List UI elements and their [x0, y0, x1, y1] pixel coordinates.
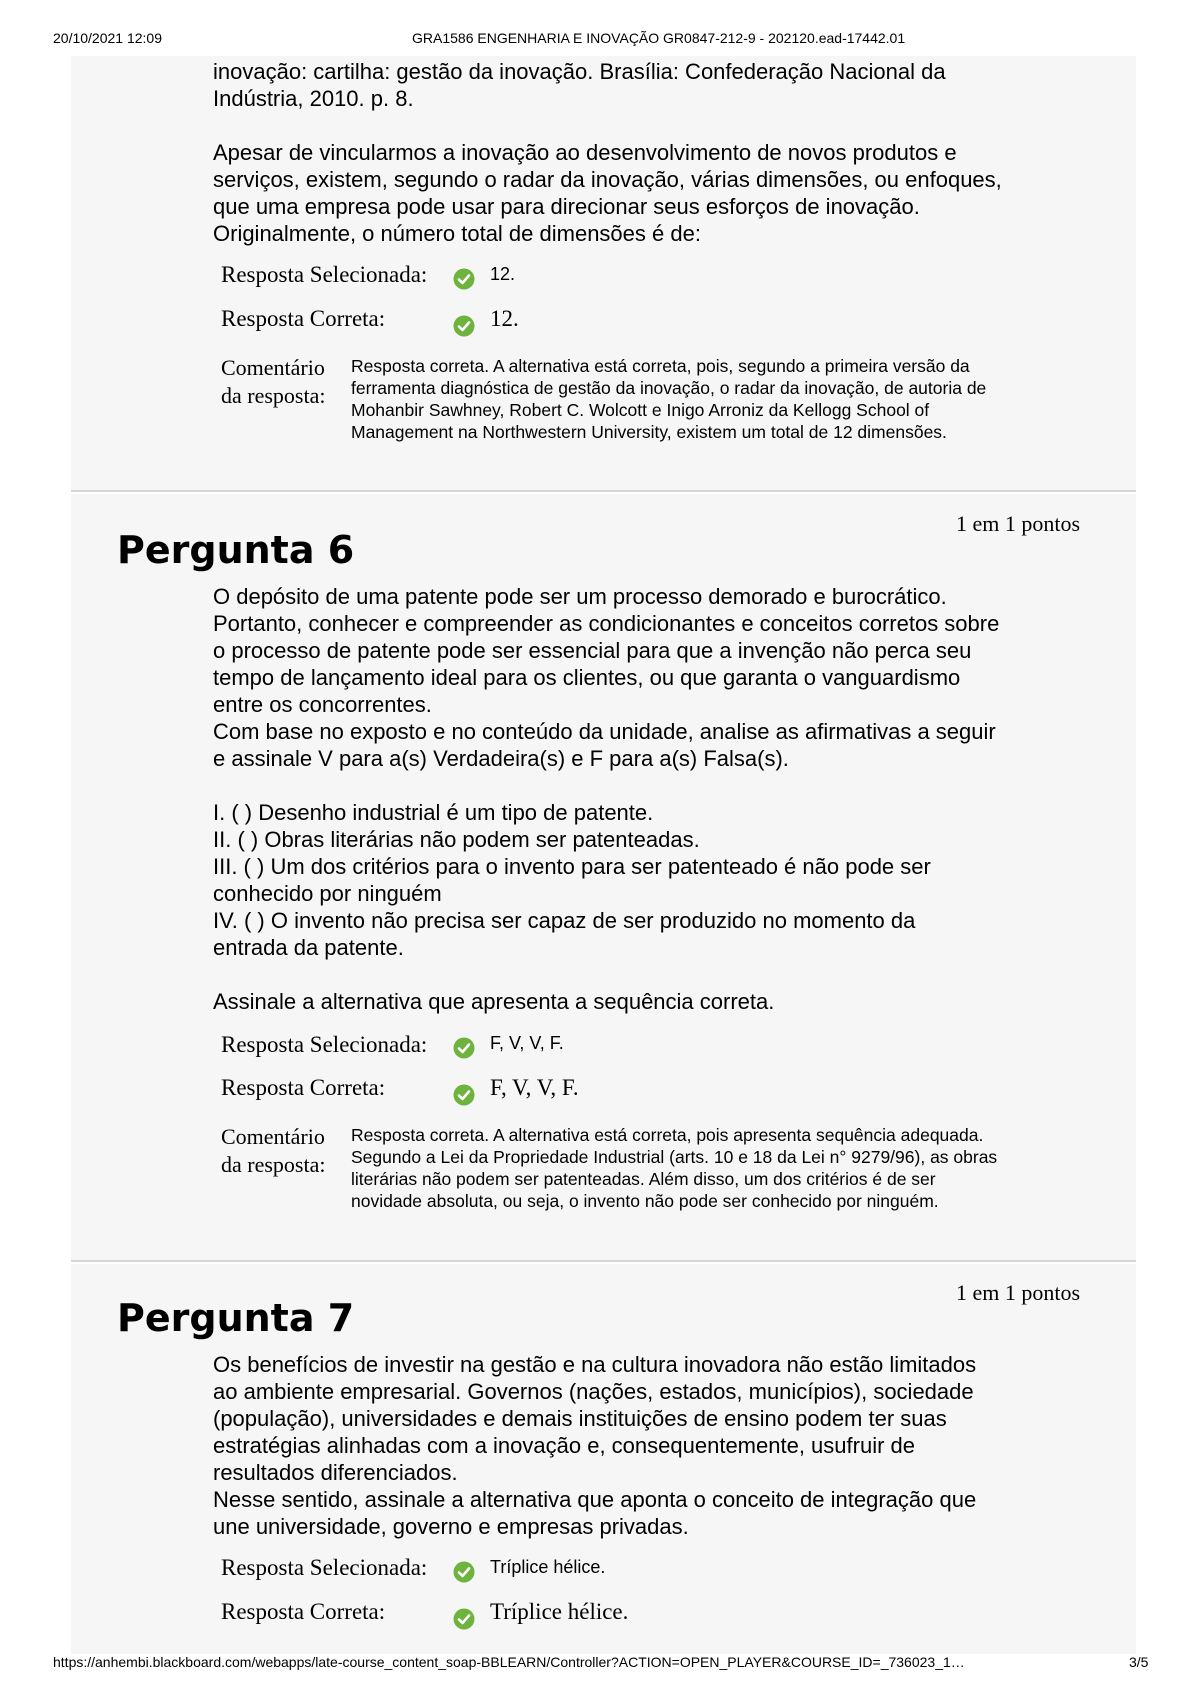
text-line: Resposta correta. A alternativa está correta, pois apresenta sequência adequada.: [351, 1125, 984, 1145]
text-line: Portanto, conhecer e compreender as condicionantes e conceitos corretos sobre: [213, 611, 1000, 636]
selected-answer-label: Resposta Selecionada:: [221, 1555, 428, 1580]
correct-answer: F, V, V, F.: [490, 1075, 579, 1100]
print-header: [0, 30, 1191, 50]
comment-text: [351, 355, 1091, 443]
text-line: serviços, existem, segundo o radar da inovação, várias dimensões, ou enfoques,: [213, 167, 1002, 192]
comment-label: [221, 354, 341, 410]
page-number: 3/5: [1129, 1654, 1149, 1670]
text-line: (população), universidades e demais instituições de ensino podem ter suas: [213, 1406, 947, 1431]
selected-answer: F, V, V, F.: [490, 1033, 564, 1053]
correct-answer-label: Resposta Correta:: [221, 306, 386, 331]
selected-answer: 12.: [490, 264, 516, 284]
check-circle-icon: [453, 1037, 475, 1059]
comment-label-line: da resposta:: [221, 383, 326, 408]
text-line: Apesar de vincularmos a inovação ao desenvolvimento de novos produtos e: [213, 140, 957, 165]
text-line: inovação: cartilha: gestão da inovação. Brasília: Confederação Nacional da: [213, 59, 946, 84]
text-line: Assinale a alternativa que apresenta a sequência correta.: [213, 989, 775, 1014]
text-line: estratégias alinhadas com a inovação e, consequentemente, usufruir de: [213, 1433, 915, 1458]
text-line: ferramenta diagnóstica de gestão da inovação, o radar da inovação, de autoria de: [351, 378, 987, 398]
question-points: 1 em 1 pontos: [956, 1280, 1081, 1305]
text-line: Segundo a Lei da Propriedade Industrial (arts. 10 e 18 da Lei n° 9279/96), as obras: [351, 1147, 998, 1167]
text-line: que uma empresa pode usar para direcionar seus esforços de inovação.: [213, 194, 920, 219]
text-line: Resposta correta. A alternativa está correta, pois, segundo a primeira versão da: [351, 356, 970, 376]
check-circle-icon: [453, 315, 475, 337]
comment-text: [351, 1124, 1091, 1212]
selected-answer: Tríplice hélice.: [490, 1557, 606, 1577]
comment-label-line: Comentário: [221, 1124, 325, 1149]
text-line: Os benefícios de investir na gestão e na cultura inovadora não estão limitados: [213, 1352, 977, 1377]
print-url: https://anhembi.blackboard.com/webapps/late-course_content_soap-BBLEARN/Controller?ACTION=OPEN_PLAYER&COURSE_ID=_736023_1…: [53, 1654, 965, 1670]
q5-reference: [213, 58, 1093, 247]
text-line: literárias não podem ser patenteadas. Além disso, um dos critérios é de ser: [351, 1169, 936, 1189]
check-circle-icon: [453, 268, 475, 290]
selected-answer-label: Resposta Selecionada:: [221, 1032, 428, 1057]
q7-body: [213, 1351, 1093, 1540]
text-line: Management na Northwestern University, existem um total de 12 dimensões.: [351, 422, 947, 442]
q6-body: [213, 583, 1093, 1015]
comment-label-line: Comentário: [221, 355, 325, 380]
correct-answer-label: Resposta Correta:: [221, 1599, 386, 1624]
selected-answer-label: Resposta Selecionada:: [221, 262, 428, 287]
text-line: entre os concorrentes.: [213, 692, 432, 717]
divider: [71, 1260, 1136, 1262]
text-line: une universidade, governo e empresas privadas.: [213, 1514, 689, 1539]
text-line: II. ( ) Obras literárias não podem ser patenteadas.: [213, 827, 700, 852]
text-line: Mohanbir Sawhney, Robert C. Wolcott e Inigo Arroniz da Kellogg School of: [351, 400, 930, 420]
correct-answer-label: Resposta Correta:: [221, 1075, 386, 1100]
text-line: novidade absoluta, ou seja, o invento não pode ser conhecido por ninguém.: [351, 1191, 939, 1211]
correct-answer: Tríplice hélice.: [490, 1599, 629, 1624]
divider: [71, 490, 1136, 492]
text-line: I. ( ) Desenho industrial é um tipo de patente.: [213, 800, 654, 825]
correct-answer: 12.: [490, 306, 519, 331]
check-circle-icon: [453, 1608, 475, 1630]
text-line: tempo de lançamento ideal para os clientes, ou que garanta o vanguardismo: [213, 665, 961, 690]
text-line: IV. ( ) O invento não precisa ser capaz de ser produzido no momento da: [213, 908, 916, 933]
text-line: entrada da patente.: [213, 935, 404, 960]
text-line: conhecido por ninguém: [213, 881, 442, 906]
question-title: Pergunta 7: [117, 1296, 355, 1340]
text-line: Indústria, 2010. p. 8.: [213, 86, 414, 111]
text-line: Com base no exposto e no conteúdo da unidade, analise as afirmativas a seguir: [213, 719, 996, 744]
comment-label: [221, 1123, 341, 1179]
text-line: resultados diferenciados.: [213, 1460, 458, 1485]
text-line: III. ( ) Um dos critérios para o invento para ser patenteado é não pode ser: [213, 854, 931, 879]
text-line: Originalmente, o número total de dimensões é de:: [213, 221, 701, 246]
print-title: GRA1586 ENGENHARIA E INOVAÇÃO GR0847-212-9 - 202120.ead-17442.01: [412, 30, 906, 46]
check-circle-icon: [453, 1084, 475, 1106]
print-date: 20/10/2021 12:09: [53, 30, 162, 46]
comment-label-line: da resposta:: [221, 1152, 326, 1177]
question-title: Pergunta 6: [117, 528, 355, 572]
text-line: e assinale V para a(s) Verdadeira(s) e F para a(s) Falsa(s).: [213, 746, 789, 771]
question-points: 1 em 1 pontos: [956, 511, 1081, 536]
text-line: o processo de patente pode ser essencial para que a invenção não perca seu: [213, 638, 972, 663]
check-circle-icon: [453, 1561, 475, 1583]
text-line: Nesse sentido, assinale a alternativa que aponta o conceito de integração que: [213, 1487, 977, 1512]
text-line: ao ambiente empresarial. Governos (nações, estados, municípios), sociedade: [213, 1379, 974, 1404]
text-line: O depósito de uma patente pode ser um processo demorado e burocrático.: [213, 584, 947, 609]
